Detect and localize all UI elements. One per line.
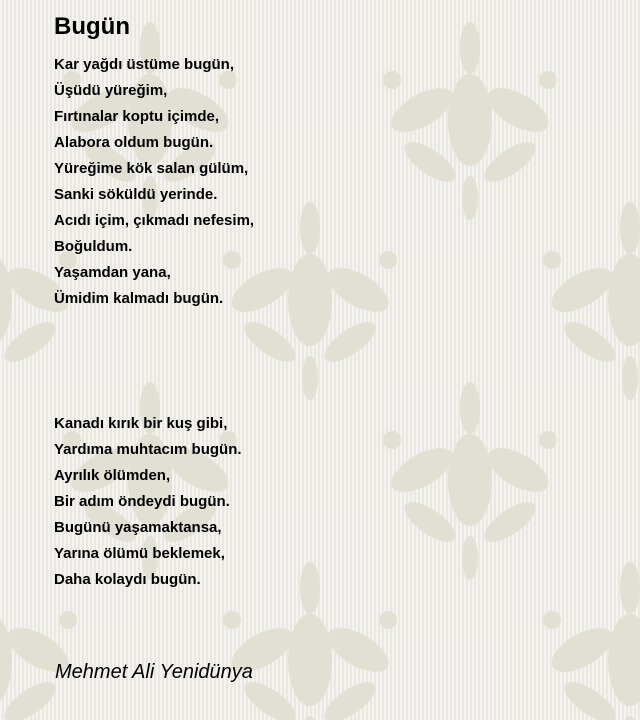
- poem-stanza-1: [54, 52, 254, 312]
- poem-line: Yarına ölümü beklemek,: [54, 545, 225, 562]
- poem-line: Ümidim kalmadı bugün.: [54, 290, 224, 307]
- poem-line: Acıdı içim, çıkmadı nefesim,: [54, 212, 255, 229]
- poem-line: Fırtınalar koptu içimde,: [54, 108, 220, 125]
- poem-line: Alabora oldum bugün.: [54, 134, 214, 151]
- poem-line: Bugünü yaşamaktansa,: [54, 519, 222, 536]
- poem-line: Bir adım öndeydi bugün.: [54, 493, 230, 510]
- poem-line: Yaşamdan yana,: [54, 264, 171, 281]
- poem-stanza-2: [54, 411, 242, 593]
- poem-line: Yüreğime kök salan gülüm,: [54, 160, 249, 177]
- poem-line: Boğuldum.: [54, 238, 133, 255]
- poem-line: Yardıma muhtacım bugün.: [54, 441, 242, 458]
- poem-line: Üşüdü yüreğim,: [54, 82, 168, 99]
- poem-title: Bugün: [54, 13, 130, 40]
- poem-line: Daha kolaydı bugün.: [54, 571, 201, 588]
- poem-author: Mehmet Ali Yenidünya: [55, 661, 253, 683]
- poem-line: Ayrılık ölümden,: [54, 467, 171, 484]
- poem-line: Kar yağdı üstüme bugün,: [54, 56, 235, 73]
- poem-line: Sanki söküldü yerinde.: [54, 186, 218, 203]
- poem-container: [54, 0, 614, 720]
- poem-line: Kanadı kırık bir kuş gibi,: [54, 415, 228, 432]
